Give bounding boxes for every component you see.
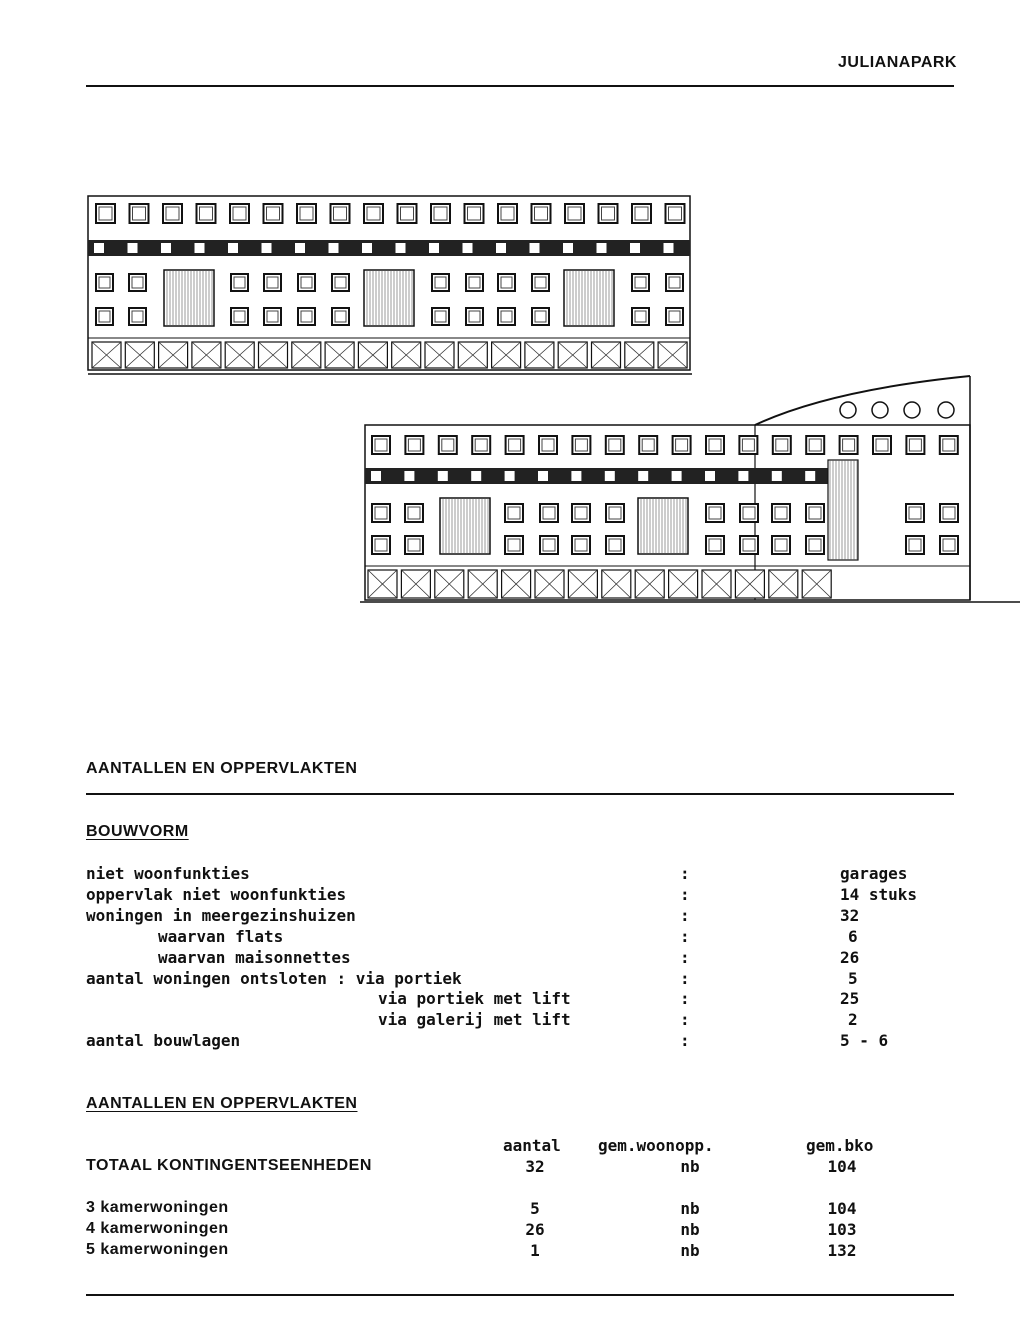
bouwvorm-label: aantal woningen ontsloten : via portiek — [86, 968, 462, 988]
bouwvorm-label: aantal bouwlagen — [86, 1031, 241, 1051]
bouwvorm-label: via galerij met lift — [378, 1010, 571, 1030]
bouwvorm-value: 25 — [840, 989, 860, 1009]
total-aantal: 32 — [525, 1157, 545, 1176]
header-rule — [86, 85, 954, 87]
footer-rule — [86, 1294, 954, 1296]
bouwvorm-label: waarvan maisonnettes — [158, 947, 351, 967]
total-bko: 104 — [827, 1157, 857, 1176]
section-title-counts: AANTALLEN EN OPPERVLAKTEN — [86, 760, 358, 777]
bouwvorm-label: waarvan flats — [158, 926, 284, 946]
bouwvorm-colon: : — [680, 968, 690, 988]
table-cell-aantal: 5 — [530, 1199, 540, 1218]
table-cell-woonopp: nb — [680, 1241, 700, 1260]
table-cell-woonopp: nb — [680, 1199, 700, 1218]
table-row-label: 5 kamerwoningen — [86, 1241, 229, 1258]
table-cell-bko: 104 — [827, 1199, 857, 1218]
bouwvorm-colon: : — [680, 1031, 690, 1051]
total-woonopp: nb — [680, 1157, 700, 1176]
bouwvorm-colon: : — [680, 1010, 690, 1030]
section-title-bouwvorm: BOUWVORM — [86, 823, 189, 840]
table-cell-bko: 103 — [827, 1220, 857, 1239]
col-header-bko: gem.bko — [806, 1136, 874, 1155]
col-header-aantal: aantal — [503, 1136, 561, 1155]
bouwvorm-value: 32 — [840, 905, 860, 925]
bouwvorm-value: 14 stuks — [840, 884, 918, 904]
facade-elevation-bottom — [360, 370, 1020, 610]
bouwvorm-value: 5 - 6 — [840, 1031, 889, 1051]
total-label: TOTAAL KONTINGENTSEENHEDEN — [86, 1157, 372, 1174]
bouwvorm-colon: : — [680, 884, 690, 904]
table-cell-aantal: 26 — [525, 1220, 545, 1239]
page-title: JULIANAPARK — [838, 54, 957, 71]
bouwvorm-colon: : — [680, 947, 690, 967]
bouwvorm-label: via portiek met lift — [378, 989, 571, 1009]
table-cell-bko: 132 — [827, 1241, 857, 1260]
col-header-woonopp: gem.woonopp. — [598, 1136, 714, 1155]
bouwvorm-label: woningen in meergezinshuizen — [86, 905, 356, 925]
table-cell-aantal: 1 — [530, 1241, 540, 1260]
bouwvorm-label: niet woonfunkties — [86, 864, 250, 883]
bouwvorm-value: 2 — [848, 1010, 858, 1030]
table-row-label: 4 kamerwoningen — [86, 1220, 229, 1237]
bouwvorm-label: oppervlak niet woonfunkties — [86, 884, 347, 904]
facade-elevation-top — [86, 190, 696, 380]
bouwvorm-value: 26 — [840, 947, 860, 967]
section-title-counts-2: AANTALLEN EN OPPERVLAKTEN — [86, 1095, 358, 1112]
bouwvorm-value: 5 — [848, 968, 858, 988]
table-row-label: 3 kamerwoningen — [86, 1199, 229, 1216]
section-rule — [86, 793, 954, 795]
table-cell-woonopp: nb — [680, 1220, 700, 1239]
bouwvorm-colon: : — [680, 926, 690, 946]
bouwvorm-value: garages — [840, 864, 908, 883]
bouwvorm-value: 6 — [848, 926, 858, 946]
bouwvorm-colon: : — [680, 989, 690, 1009]
bouwvorm-colon: : — [680, 905, 690, 925]
bouwvorm-colon: : — [680, 864, 690, 883]
